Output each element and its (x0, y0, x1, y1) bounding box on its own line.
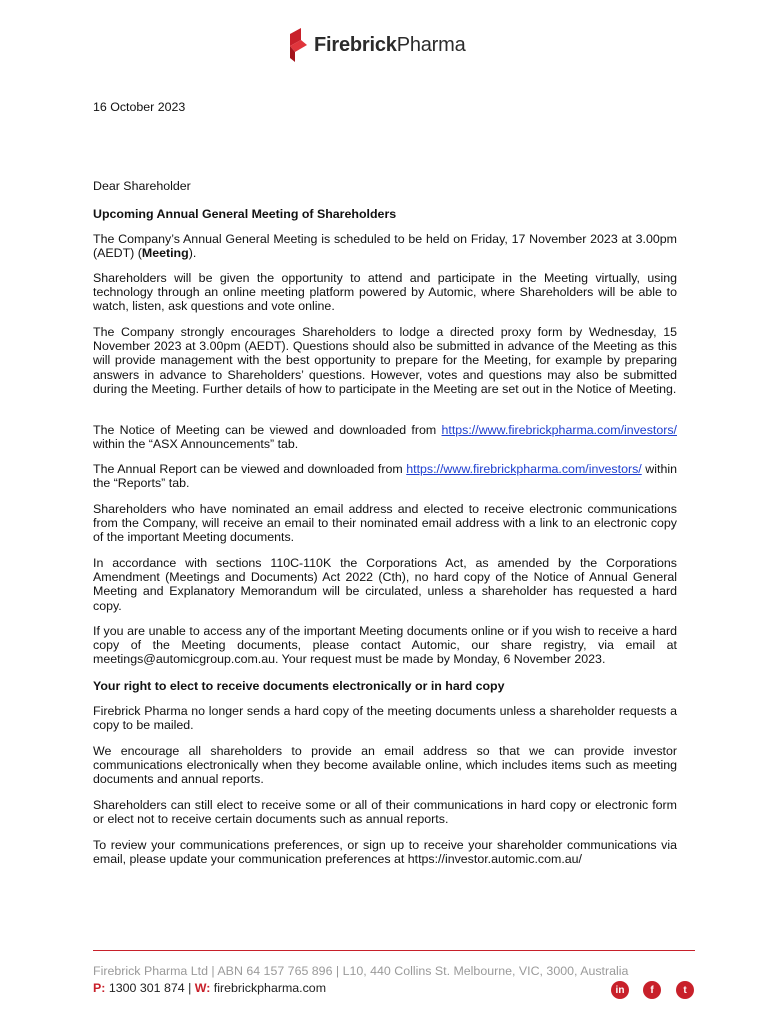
company-logo (287, 28, 466, 62)
paragraph-annual-report-link: The Annual Report can be viewed and downloaded from https://www.firebrickpharma.com/investors/ within the “Reports” tab. (93, 462, 677, 491)
investors-link[interactable]: https://www.firebrickpharma.com/investors/ (441, 423, 677, 437)
linkedin-icon[interactable]: in (611, 981, 629, 999)
footer-divider (93, 950, 695, 951)
paragraph-proxy-form: The Company strongly encourages Shareholders to lodge a directed proxy form by Wednesday, 15 November 2023 at 3.00pm (AEDT). Questions should also be submitted in advance of the Meeting as this will provide management with the best opportunity to prepare for the Meeting, for example by preparing answers in advance to Shareholders’ questions. However, votes and questions may also be submitted during the Meeting. Further details of how to participate in the Meeting are set out in the Notice of Meeting. (93, 325, 677, 396)
letter-date: 16 October 2023 (93, 100, 186, 114)
salutation: Dear Shareholder (93, 179, 191, 193)
paragraph-meeting-date: The Company’s Annual General Meeting is scheduled to be held on Friday, 17 November 2023 at 3.00pm (AEDT) (Meeting). (93, 232, 677, 261)
paragraph-virtual-attendance: Shareholders will be given the opportunity to attend and participate in the Meeting virtually, using technology through an online meeting platform powered by Automic, where Shareholders will be able to watch, listen, ask questions and vote online. (93, 271, 677, 314)
paragraph-electronic-communications: Shareholders who have nominated an email address and elected to receive electronic communications from the Company, will receive an email to their nominated email address with a link to an electronic copy of the important Meeting documents. (93, 502, 677, 545)
firebrick-logo-icon (287, 28, 309, 62)
brand-name: FirebrickPharma (314, 33, 466, 56)
paragraph-corporations-act: In accordance with sections 110C-110K the Corporations Act, as amended by the Corporations Amendment (Meetings and Documents) Act 2022 (Cth), no hard copy of the Notice of Annual General Meeting and Explanatory Memorandum will be circulated, unless a shareholder has requested a hard copy. (93, 556, 677, 613)
paragraph-update-preferences: To review your communications preferences, or sign up to receive your shareholder communications via email, please update your communication preferences at https://investor.automic.com.au/ (93, 838, 677, 867)
paragraph-email-encourage: We encourage all shareholders to provide an email address so that we can provide investor communications electronically when they become available online, which includes items such as meeting documents and annual reports. (93, 744, 677, 787)
heading-upcoming-agm: Upcoming Annual General Meeting of Shareholders (93, 207, 397, 221)
paragraph-hard-copy-request: If you are unable to access any of the important Meeting documents online or if you wish to receive a hard copy of the Meeting documents, please contact Automic, our share registry, via email at meetings@automicgroup.com.au. Your request must be made by Monday, 6 November 2023. (93, 624, 677, 667)
heading-right-to-elect: Your right to elect to receive documents electronically or in hard copy (93, 679, 505, 693)
facebook-icon[interactable]: f (643, 981, 661, 999)
footer-company-details: Firebrick Pharma Ltd | ABN 64 157 765 896 | L10, 440 Collins St. Melbourne, VIC, 3000, Australia (93, 964, 629, 978)
twitter-icon[interactable]: t (676, 981, 694, 999)
paragraph-notice-link: The Notice of Meeting can be viewed and downloaded from https://www.firebrickpharma.com/investors/ within the “ASX Announcements” tab. (93, 423, 677, 452)
footer-contact: P: 1300 301 874 | W: firebrickpharma.com (93, 981, 327, 995)
investors-link-reports[interactable]: https://www.firebrickpharma.com/investors/ (406, 462, 642, 476)
paragraph-no-hard-copy: Firebrick Pharma no longer sends a hard copy of the meeting documents unless a shareholder requests a copy to be mailed. (93, 704, 677, 733)
paragraph-elect-options: Shareholders can still elect to receive some or all of their communications in hard copy or electronic form or elect not to receive certain documents such as annual reports. (93, 798, 677, 827)
